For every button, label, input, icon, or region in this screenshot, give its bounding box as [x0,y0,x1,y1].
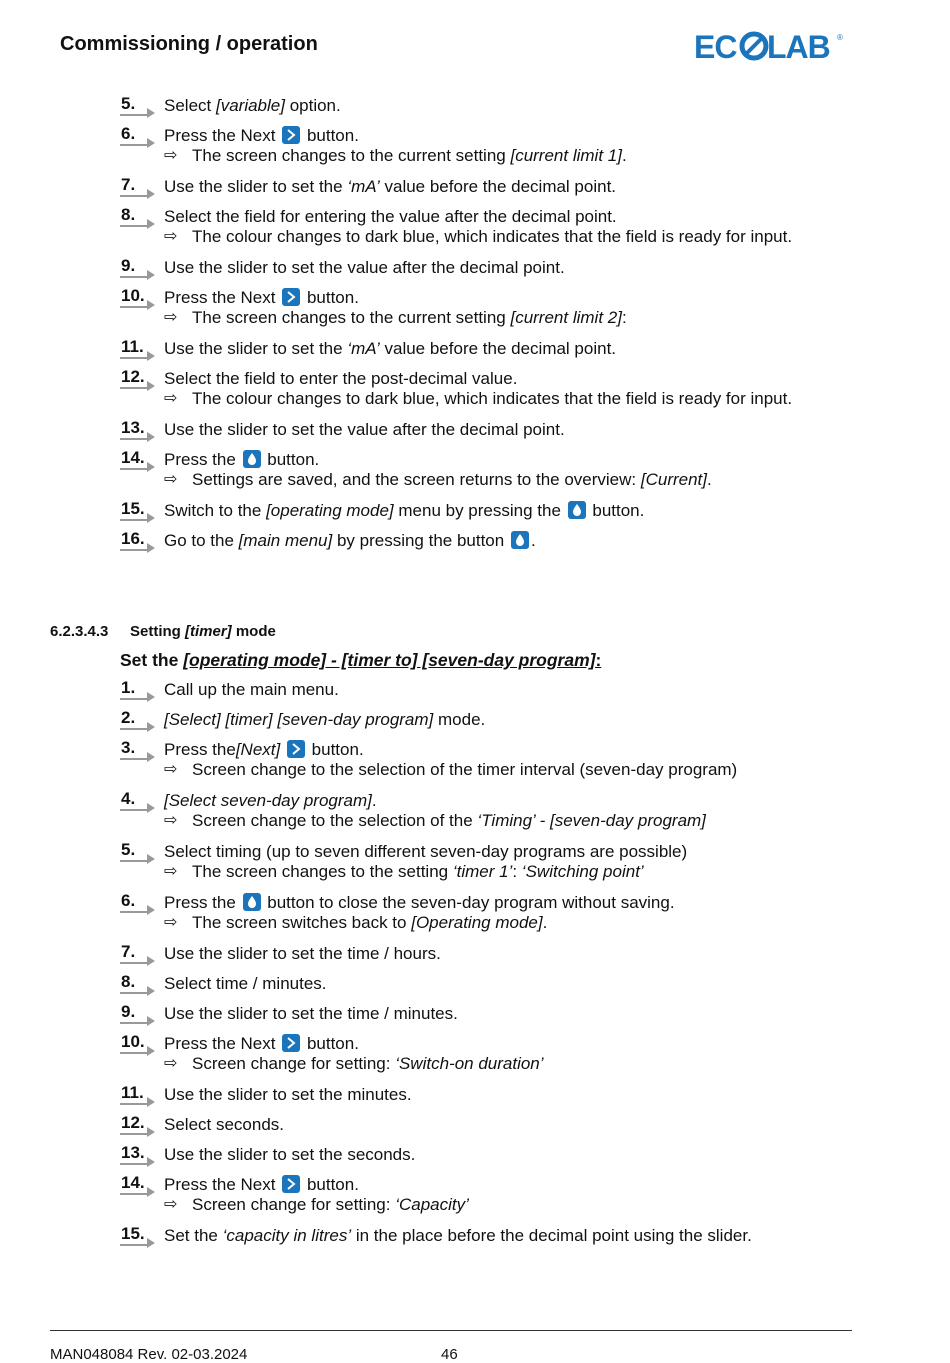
next-button-icon [282,288,300,306]
result-arrow-icon: ⇨ [164,390,178,407]
italic-term: [variable] [215,96,285,115]
text-run: The screen switches back to [192,913,412,932]
list-item [120,339,860,359]
step-number: 15. [120,501,156,521]
text-run: : [512,862,522,881]
text-run: by pressing the button [332,531,509,550]
next-button-icon [282,126,300,144]
list-item [120,258,860,278]
set-instruction [120,650,601,671]
step-number: 11. [120,339,156,359]
step-result [164,227,860,247]
drop-button-icon [243,893,261,911]
instruction-list-current [120,96,860,561]
step-number: 9. [120,1004,156,1024]
step-number: 14. [120,450,156,470]
step-result [164,1195,860,1215]
italic-term: [Current] [640,470,707,489]
step-text [164,1226,860,1246]
text-run: button. [302,1175,359,1194]
text-run: Switch to the [164,501,267,520]
result-arrow-icon: ⇨ [164,1055,178,1072]
text-run: The screen changes to the current setting [192,146,511,165]
section-title-suffix: mode [231,623,276,640]
text-run: Select timing (up to seven different seven-day programs are possible) [164,842,688,861]
text-run: Use the slider to set the time / minutes. [164,1004,458,1023]
list-item [120,842,860,882]
text-run: in the place before the decimal point using the slider. [351,1226,752,1245]
step-text [164,944,860,964]
step-number: 14. [120,1175,156,1195]
text-run: Press the [164,740,236,759]
text-run: . [371,791,377,810]
italic-term: [Operating mode] [411,913,543,932]
drop-button-icon [568,501,586,519]
text-run: Use the slider to set the value after the decimal point. [164,258,565,277]
step-number: 11. [120,1085,156,1105]
list-item [120,680,860,700]
set-suffix: : [595,650,602,670]
text-run: Press the Next [164,288,281,307]
step-number: 1. [120,680,156,700]
text-run: Select the field for entering the value after the decimal point. [164,207,617,226]
footer-divider [50,1330,852,1331]
next-button-icon [287,740,305,758]
document-id: MAN048084 Rev. 02-03.2024 [50,1346,248,1363]
list-item [120,531,860,551]
section-heading [50,623,276,640]
text-run: button. [302,126,359,145]
text-run: button. [302,1034,359,1053]
text-run: Use the slider to set the time / hours. [164,944,441,963]
text-run: Screen change to the selection of the timer interval (seven-day program) [192,760,738,779]
text-run: Select seconds. [164,1115,285,1134]
text-run: . [621,146,627,165]
list-item [120,740,860,780]
text-run: value before the decimal point. [379,177,617,196]
result-arrow-icon: ⇨ [164,228,178,245]
step-text [164,974,860,994]
step-text [164,1145,860,1165]
italic-term: [Select] [timer] [seven-day program] [164,710,434,729]
step-result [164,913,860,933]
result-arrow-icon: ⇨ [164,812,178,829]
ecolab-logo [694,28,844,64]
text-run: Press the Next [164,1175,281,1194]
italic-term: [Next] [235,740,281,759]
text-run: Press the Next [164,126,281,145]
step-number: 8. [120,207,156,227]
step-text [164,177,860,197]
step-number: 5. [120,96,156,116]
text-run: Press the Next [164,1034,281,1053]
step-text [164,288,860,308]
step-number: 10. [120,288,156,308]
step-number: 8. [120,974,156,994]
step-number: 15. [120,1226,156,1246]
text-run: Use the slider to set the minutes. [164,1085,412,1104]
text-run: mode. [433,710,486,729]
text-run: . [530,531,536,550]
result-arrow-icon: ⇨ [164,1196,178,1213]
result-arrow-icon: ⇨ [164,147,178,164]
list-item [120,893,860,933]
list-item [120,1226,860,1246]
section-number: 6.2.3.4.3 [50,623,109,640]
list-item [120,710,860,730]
text-run: . [707,470,712,489]
step-text [164,710,860,730]
list-item [120,369,860,409]
text-run: Screen change for setting: [192,1054,396,1073]
text-run: Select [164,96,216,115]
text-run: Use the slider to set the value after the decimal point. [164,420,565,439]
list-item [120,207,860,247]
step-text [164,126,860,146]
result-arrow-icon: ⇨ [164,914,178,931]
step-result [164,146,860,166]
text-run: The colour changes to dark blue, which indicates that the field is ready for input. [192,227,793,246]
step-text [164,450,860,470]
set-prefix: Set the [120,650,184,670]
step-number: 7. [120,177,156,197]
list-item [120,450,860,490]
step-text [164,893,860,913]
step-result [164,470,860,490]
text-run: Press the [164,893,241,912]
text-run: Call up the main menu. [164,680,339,699]
drop-button-icon [511,531,529,549]
text-run: button. [302,288,359,307]
step-number: 12. [120,369,156,389]
text-run: Select the field to enter the post-decimal value. [164,369,518,388]
list-item [120,96,860,116]
next-button-icon [282,1034,300,1052]
step-text [164,1115,860,1135]
list-item [120,177,860,197]
text-run: button to close the seven-day program without saving. [262,893,675,912]
italic-term: ‘Switch-on duration’ [395,1054,544,1073]
result-arrow-icon: ⇨ [164,863,178,880]
step-text [164,791,860,811]
step-text [164,842,860,862]
text-run: button. [306,740,364,759]
list-item [120,1145,860,1165]
italic-term: [main menu] [238,531,333,550]
italic-term: ‘timer 1’ [452,862,513,881]
step-text [164,258,860,278]
step-text [164,740,860,760]
step-number: 3. [120,740,156,760]
italic-term: [Select seven-day program] [164,791,372,810]
svg-text:LAB: LAB [767,29,830,64]
italic-term: ‘capacity in litres’ [222,1226,352,1245]
step-text [164,339,860,359]
step-number: 16. [120,531,156,551]
text-run: Press the [164,450,241,469]
text-run: Screen change for setting: [192,1195,396,1214]
step-text [164,680,860,700]
step-text [164,531,860,551]
italic-term: ‘Switching point’ [521,862,644,881]
step-result [164,389,860,409]
step-number: 5. [120,842,156,862]
step-result [164,308,860,328]
text-run: button. [587,501,645,520]
step-text [164,1004,860,1024]
next-button-icon [282,1175,300,1193]
drop-button-icon [243,450,261,468]
result-arrow-icon: ⇨ [164,761,178,778]
step-text [164,1034,860,1054]
italic-term: ‘mA’ [347,339,380,358]
text-run: The screen changes to the setting [192,862,453,881]
list-item [120,126,860,166]
step-text [164,96,860,116]
text-run: Screen change to the selection of the [192,811,478,830]
step-result [164,1054,860,1074]
list-item [120,791,860,831]
step-number: 10. [120,1034,156,1054]
text-run: menu by pressing the [393,501,566,520]
list-item [120,288,860,328]
italic-term: ‘mA’ [347,177,380,196]
step-text [164,501,860,521]
text-run: : [621,308,627,327]
text-run: Select time / minutes. [164,974,327,993]
step-text [164,207,860,227]
italic-term: ‘Timing’ - [seven-day program] [477,811,706,830]
italic-term: [current limit 2] [510,308,622,327]
step-number: 6. [120,126,156,146]
list-item [120,1115,860,1135]
result-arrow-icon: ⇨ [164,471,178,488]
list-item [120,1175,860,1215]
step-number: 9. [120,258,156,278]
step-result [164,760,860,780]
italic-term: ‘Capacity’ [395,1195,469,1214]
text-run: button. [262,450,320,469]
instruction-list-timer [120,680,860,1256]
text-run: Settings are saved, and the screen returns to the overview: [192,470,641,489]
text-run: option. [284,96,341,115]
step-number: 13. [120,420,156,440]
list-item [120,1085,860,1105]
page-number: 46 [441,1346,458,1363]
step-number: 12. [120,1115,156,1135]
step-result [164,811,860,831]
italic-term: [operating mode] [266,501,394,520]
text-run: . [542,913,548,932]
italic-term: [current limit 1] [510,146,622,165]
step-text [164,1085,860,1105]
text-run: Set the [164,1226,223,1245]
step-number: 2. [120,710,156,730]
list-item [120,420,860,440]
step-text [164,420,860,440]
result-arrow-icon: ⇨ [164,309,178,326]
list-item [120,974,860,994]
svg-text:EC: EC [694,29,737,64]
svg-text:®: ® [837,33,843,42]
section-title-italic: [timer] [185,623,232,640]
step-text [164,1175,860,1195]
text-run: Go to the [164,531,239,550]
list-item [120,1034,860,1074]
set-path: [operating mode] - [timer to] [seven-day program] [183,650,596,670]
step-number: 13. [120,1145,156,1165]
text-run: Use the slider to set the seconds. [164,1145,416,1164]
text-run [280,740,285,759]
step-text [164,369,860,389]
list-item [120,1004,860,1024]
text-run: The colour changes to dark blue, which indicates that the field is ready for input. [192,389,793,408]
list-item [120,501,860,521]
text-run: value before the decimal point. [379,339,617,358]
section-title-prefix: Setting [130,623,185,640]
list-item [120,944,860,964]
text-run: Use the slider to set the [164,177,348,196]
step-result [164,862,860,882]
step-number: 7. [120,944,156,964]
page-title: Commissioning / operation [60,33,318,55]
text-run: The screen changes to the current setting [192,308,511,327]
text-run: Use the slider to set the [164,339,348,358]
step-number: 6. [120,893,156,913]
step-number: 4. [120,791,156,811]
